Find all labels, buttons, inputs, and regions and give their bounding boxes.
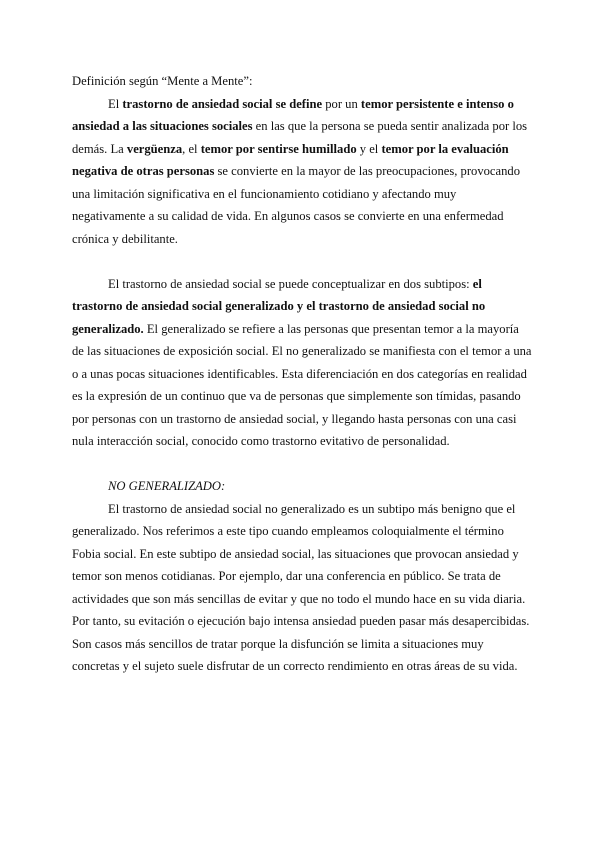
paragraph-no-generalizado: El trastorno de ansiedad social no generalizado es un subtipo más benigno que el generalizado. Nos referimos a este tipo cuando empleamos coloquialmente el término Fobia social. En este subtipo de ansiedad social, las situaciones que provocan ansiedad y temor son menos cotidianas. Por ejemplo, dar una conferencia en público. Se trata de actividades que son más sencillas de evitar y que no todo el mundo hace en su vida diaria. Por tanto, su evitación o ejecución bajo intensa ansiedad pueden pasar más desapercibidas. Son casos más sencillos de tratar porque la disfunción se limita a situaciones muy concretas y el sujeto suele disfrutar de un correcto rendimiento en otras áreas de su vida. <box>72 501 530 673</box>
text-run: El generalizado se refiere a las personas que presentan temor a la mayoría de las situaciones de exposición social. El no generalizado se manifiesta con el temor a una o a unas pocas situaciones identificables. Esta diferenciación en dos categorías en realidad es la expresión de un continuo que va de personas que simplemente son tímidas, pasando por personas con un trastorno de ansiedad social, y llegando hasta personas con una casi nula interacción social, conocido como trastorno evitativo de personalidad. <box>72 321 532 448</box>
text-run: El <box>108 96 123 111</box>
paragraph-subtypes <box>72 273 532 453</box>
blank-line <box>72 250 532 273</box>
bold-run: temor por sentirse humillado <box>200 141 357 156</box>
text-run: se convierte en la mayor de las preocupaciones, provocando una limitación significativa en el funcionamiento cotidiano y afectando muy negativamente a su calidad de vida. En algunos casos se convierte en una enfermedad crónica y debilitante. <box>72 164 521 246</box>
bold-run: vergüenza <box>126 141 183 156</box>
subheading-no-generalizado: NO GENERALIZADO: <box>108 479 226 493</box>
bold-run: temor por la evaluación negativa de otras personas <box>72 141 509 178</box>
bold-run: trastorno de ansiedad social se define <box>122 96 323 111</box>
text-run: por un <box>322 96 361 111</box>
text-run: en las que la persona se pueda sentir analizada por los demás. La <box>72 119 528 156</box>
bold-run: el trastorno de ansiedad social generalizado y el trastorno de ansiedad social no generalizado. <box>72 276 486 336</box>
definition-label: Definición según “Mente a Mente”: <box>72 74 253 88</box>
bold-run: temor persistente e intenso o ansiedad a las situaciones sociales <box>72 96 514 133</box>
blank-line <box>72 453 532 476</box>
text-column <box>72 70 532 678</box>
text-run: y el <box>356 141 382 156</box>
text-run: El trastorno de ansiedad social se puede conceptualizar en dos subtipos: <box>108 276 473 291</box>
paragraph-definition <box>72 93 532 251</box>
text-run: , el <box>182 141 201 156</box>
